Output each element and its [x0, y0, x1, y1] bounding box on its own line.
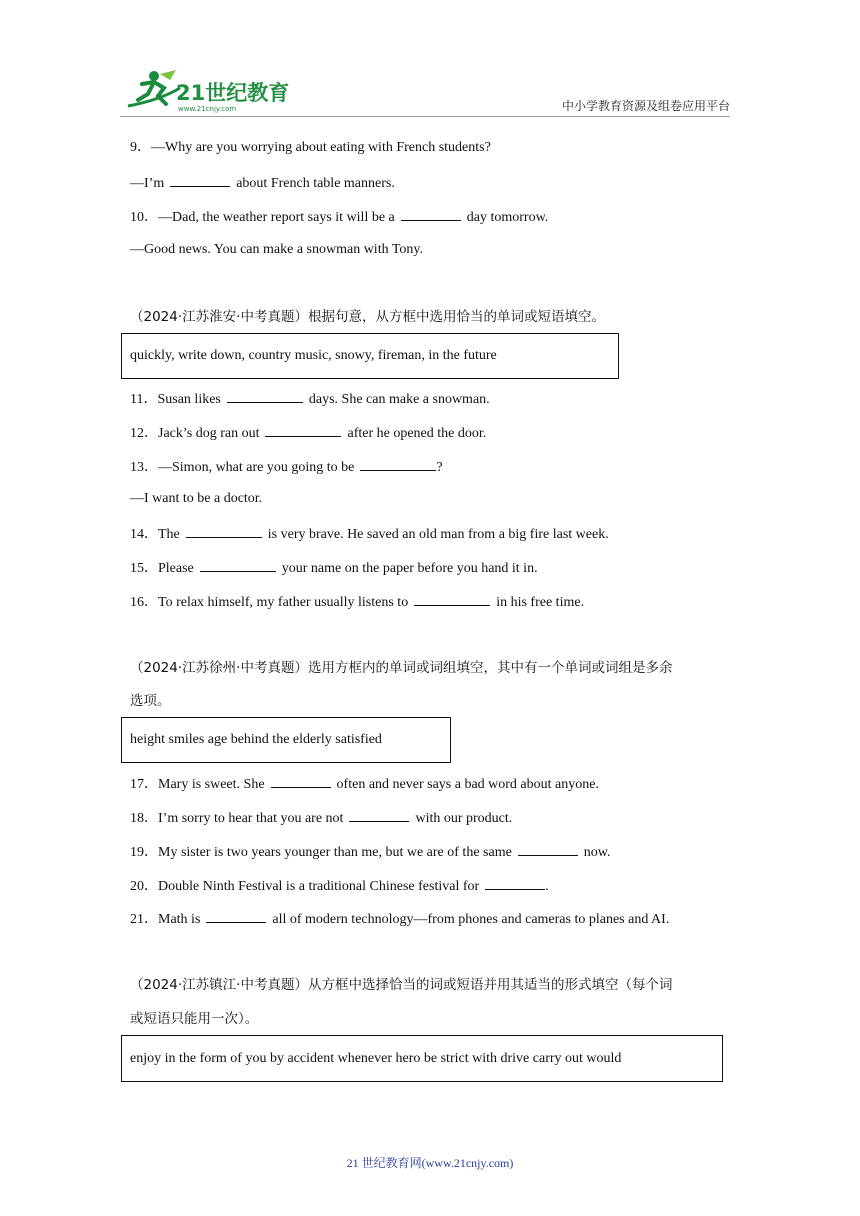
question-18: 18．I’m sorry to hear that you are not with our product.: [130, 808, 512, 828]
answer-blank[interactable]: [271, 774, 331, 788]
site-logo: [120, 66, 290, 114]
section-instruction: （2024·江苏淮安·中考真题）根据句意，从方框中选用恰当的单词或短语填空。: [130, 309, 605, 325]
runner-logo-icon: [120, 66, 290, 114]
answer-blank[interactable]: [349, 808, 409, 822]
answer-blank[interactable]: [200, 558, 276, 572]
question-13-answer: —I want to be a doctor.: [130, 491, 263, 506]
answer-blank[interactable]: [206, 909, 266, 923]
question-9: 9．—Why are you worrying about eating with French students?: [130, 140, 491, 155]
question-9-answer: —I’m about French table manners.: [130, 173, 395, 193]
answer-blank[interactable]: [401, 207, 461, 221]
question-20: 20．Double Ninth Festival is a traditional Chinese festival for .: [130, 876, 549, 896]
question-10: 10．—Dad, the weather report says it will be a day tomorrow.: [130, 207, 548, 227]
question-15: 15．Please your name on the paper before you hand it in.: [130, 558, 538, 578]
question-19: 19．My sister is two years younger than me, but we are of the same now.: [130, 842, 611, 862]
word-box: height smiles age behind the elderly satisfied: [121, 717, 451, 763]
section-instruction-cont: 选项。: [130, 693, 171, 709]
word-box: quickly, write down, country music, snowy, fireman, in the future: [121, 333, 619, 379]
answer-blank[interactable]: [414, 592, 490, 606]
question-14: 14．The is very brave. He saved an old man from a big fire last week.: [130, 524, 609, 544]
section-instruction: （2024·江苏徐州·中考真题）选用方框内的单词或词组填空，其中有一个单词或词组是多余: [130, 660, 673, 676]
section-instruction: （2024·江苏镇江·中考真题）从方框中选择恰当的词或短语并用其适当的形式填空（每个词: [130, 977, 673, 993]
page-footer: 21 世纪教育网(www.21cnjy.com): [346, 1156, 514, 1170]
logo-url: www.21cnjy.com: [178, 105, 237, 113]
platform-name: 中小学教育资源及组卷应用平台: [561, 99, 730, 113]
answer-blank[interactable]: [518, 842, 578, 856]
answer-blank[interactable]: [485, 876, 545, 890]
logo-text: 21世纪教育: [176, 81, 290, 105]
question-10-answer: —Good news. You can make a snowman with Tony.: [130, 242, 423, 257]
question-11: 11．Susan likes days. She can make a snowman.: [130, 389, 490, 409]
section-instruction-cont: 或短语只能用一次）。: [130, 1011, 259, 1027]
answer-blank[interactable]: [170, 173, 230, 187]
question-16: 16．To relax himself, my father usually listens to in his free time.: [130, 592, 584, 612]
answer-blank[interactable]: [265, 423, 341, 437]
word-box: enjoy in the form of you by accident whenever hero be strict with drive carry out would: [121, 1035, 723, 1082]
question-12: 12．Jack’s dog ran out after he opened the door.: [130, 423, 486, 443]
question-17: 17．Mary is sweet. She often and never says a bad word about anyone.: [130, 774, 599, 794]
answer-blank[interactable]: [186, 524, 262, 538]
question-13: 13．—Simon, what are you going to be ?: [130, 457, 443, 477]
header-divider: [120, 116, 730, 117]
answer-blank[interactable]: [227, 389, 303, 403]
answer-blank[interactable]: [360, 457, 436, 471]
question-21: 21．Math is all of modern technology—from phones and cameras to planes and AI.: [130, 909, 669, 929]
